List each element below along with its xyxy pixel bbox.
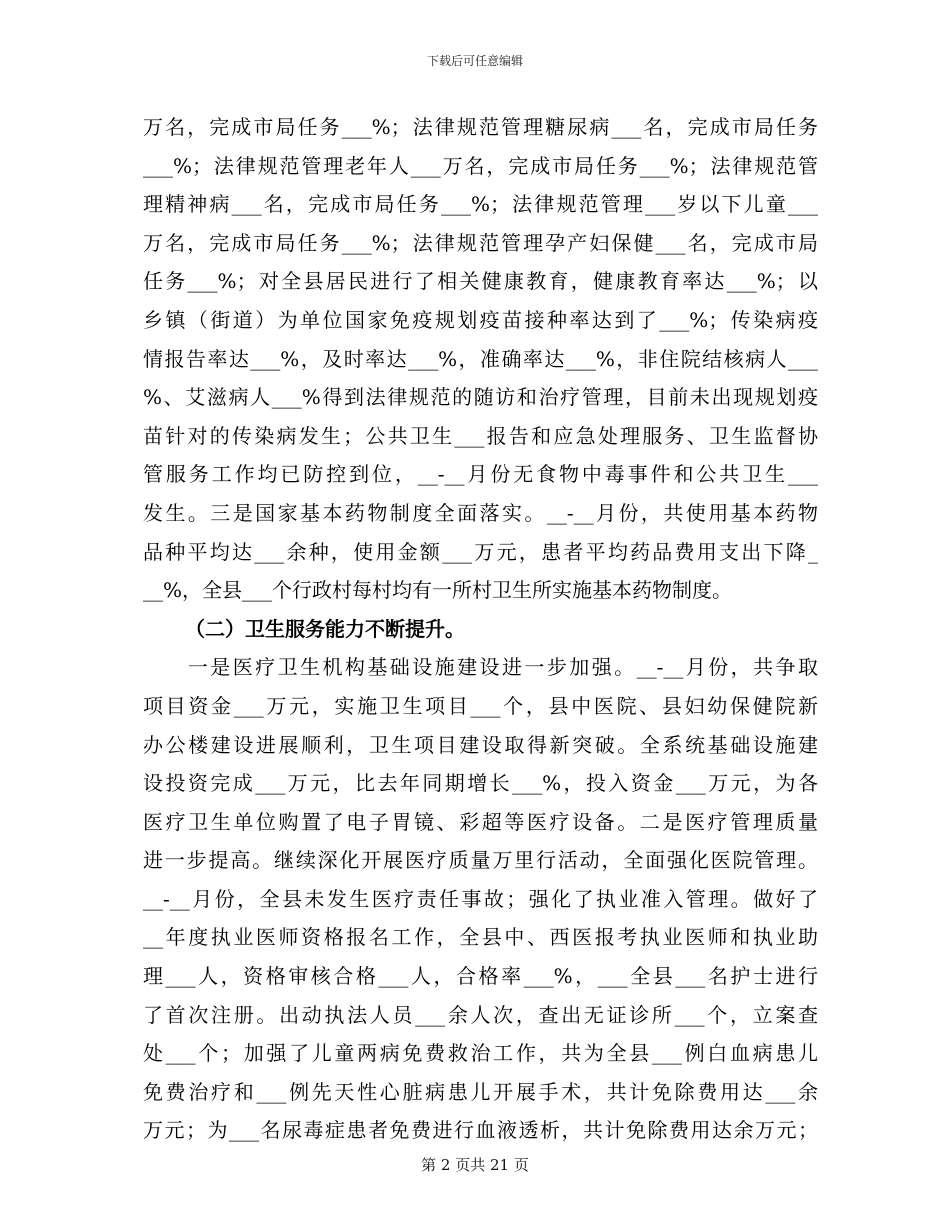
page-header: 下载后可任意编辑	[426, 54, 523, 68]
document-body	[143, 108, 818, 1150]
paragraph-line: 苗针对的传染病发生；公共卫生___报告和应急处理服务、卫生监督协	[143, 423, 818, 448]
section-heading: （二）卫生服务能力不断提升。	[185, 616, 465, 641]
paragraph-line: 理___人，资格审核合格___人，合格率___%，___全县___名护士进行	[143, 964, 818, 989]
paragraph-line: 医疗卫生单位购置了电子胃镜、彩超等医疗设备。二是医疗管理质量	[143, 809, 818, 834]
paragraph-line: 乡镇（街道）为单位国家免疫规划疫苗接种率达到了___%；传染病疫	[143, 307, 818, 332]
paragraph-line: ___%；法律规范管理老年人___万名，完成市局任务___%；法律规范管	[143, 153, 818, 178]
paragraph-line: 进一步提高。继续深化开展医疗质量万里行活动，全面强化医院管理。	[143, 848, 818, 873]
paragraph-line: 设投资完成___万元，比去年同期增长___%，投入资金___万元，为各	[143, 771, 818, 796]
paragraph-line: 办公楼建设进展顺利，卫生项目建设取得新突破。全系统基础设施建	[143, 732, 818, 757]
paragraph-line: 万名，完成市局任务___%；法律规范管理孕产妇保健___名，完成市局	[143, 230, 818, 255]
paragraph-line: 情报告率达___%，及时率达___%，准确率达___%，非住院结核病人___	[143, 346, 818, 371]
paragraph-line: %、艾滋病人___%得到法律规范的随访和治疗管理，目前未出现规划疫	[143, 385, 818, 410]
paragraph-line: 了首次注册。出动执法人员___余人次，查出无证诊所___个，立案查	[143, 1002, 818, 1027]
paragraph-line: 万元；为___名尿毒症患者免费进行血液透析，共计免除费用达余万元；	[143, 1118, 818, 1143]
paragraph-line: 发生。三是国家基本药物制度全面落实。__-__月份，共使用基本药物	[143, 500, 818, 525]
paragraph-line: 任务___%；对全县居民进行了相关健康教育，健康教育率达___%；以	[143, 269, 818, 294]
paragraph-line: 万名，完成市局任务___%；法律规范管理糖尿病___名，完成市局任务	[143, 115, 818, 139]
paragraph-line: __年度执业医师资格报名工作，全县中、西医报考执业医师和执业助	[143, 925, 818, 950]
paragraph-line: 品种平均达___余种，使用金额___万元，患者平均药品费用支出下降_	[143, 539, 818, 564]
page-footer: 第 2 页共 21 页	[421, 1156, 529, 1174]
paragraph-line: 管服务工作均已防控到位，__-__月份无食物中毒事件和公共卫生___	[143, 462, 818, 487]
paragraph-line: 免费治疗和___例先天性心脏病患儿开展手术，共计免除费用达___余	[143, 1079, 818, 1104]
paragraph-line: 一是医疗卫生机构基础设施建设进一步加强。__-__月份，共争取	[143, 655, 818, 680]
paragraph-line: 处___个；加强了儿童两病免费救治工作，共为全县___例白血病患儿	[143, 1041, 818, 1066]
paragraph-line: 项目资金___万元，实施卫生项目___个，县中医院、县妇幼保健院新	[143, 693, 818, 718]
paragraph-line: __%，全县___个行政村每村均有一所村卫生所实施基本药物制度。	[143, 578, 733, 603]
paragraph-line: 理精神病___名，完成市局任务___%；法律规范管理___岁以下儿童___	[143, 192, 818, 217]
paragraph-line: __-__月份，全县未发生医疗责任事故；强化了执业准入管理。做好了	[143, 886, 818, 911]
